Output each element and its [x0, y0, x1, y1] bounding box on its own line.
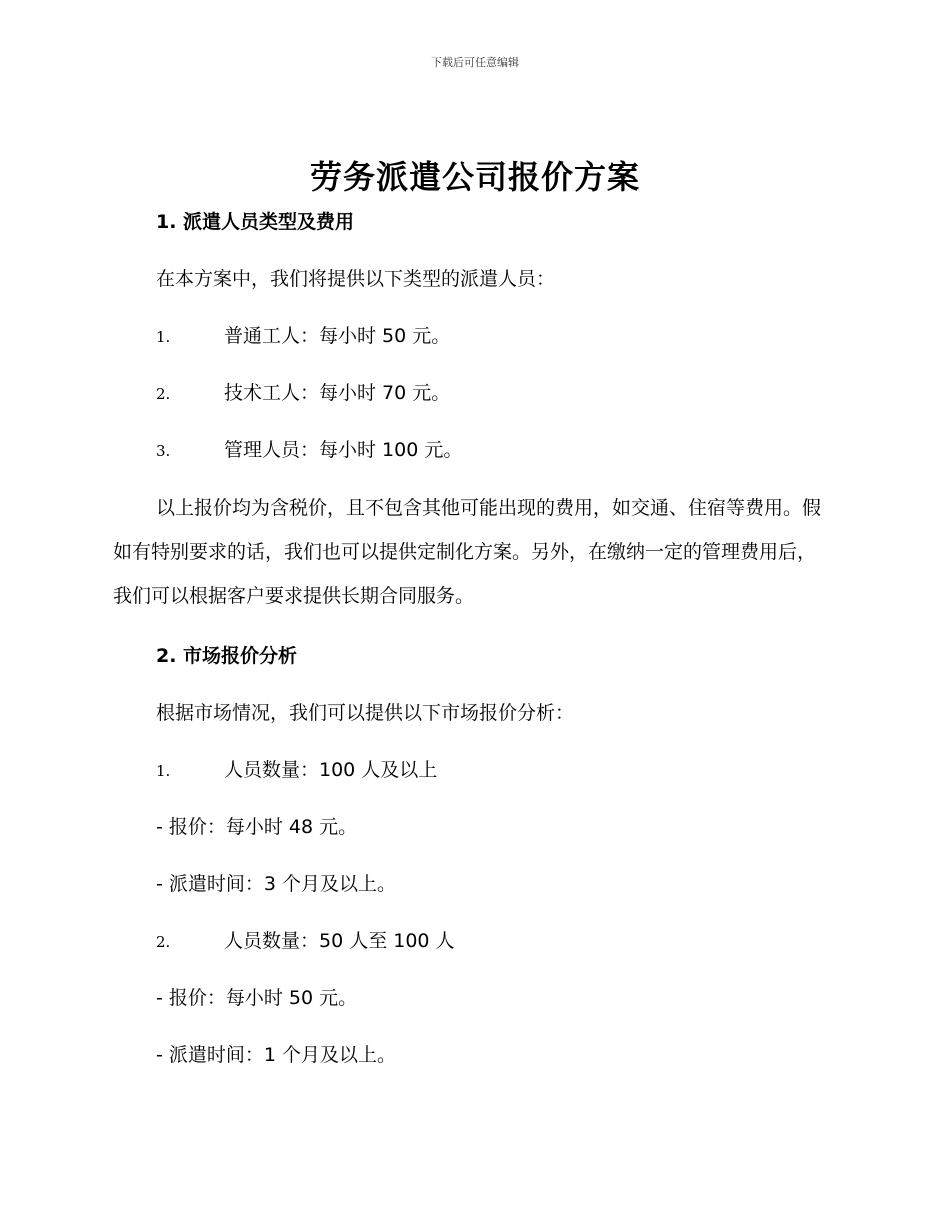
- sub-item-duration: - 派遣时间：3 个月及以上。: [156, 873, 397, 895]
- list-item: [156, 929, 455, 954]
- document-title: 劳务派遣公司报价方案: [309, 158, 640, 196]
- sub-item-price: - 报价：每小时 50 元。: [156, 987, 358, 1009]
- list-item-text: 管理人员：每小时 100 元。: [224, 439, 463, 461]
- section-2-heading: 2. 市场报价分析: [156, 645, 298, 667]
- list-item-number: 2.: [156, 385, 171, 403]
- list-item-text: 普通工人：每小时 50 元。: [224, 325, 451, 347]
- list-item-text: 技术工人：每小时 70 元。: [224, 382, 451, 404]
- list-item-number: 2.: [156, 933, 171, 951]
- header-note: 下载后可任意编辑: [431, 56, 519, 69]
- list-item: [156, 438, 462, 463]
- sub-item-price: - 报价：每小时 48 元。: [156, 816, 358, 838]
- list-item: [156, 381, 450, 406]
- section-2-intro: 根据市场情况，我们可以提供以下市场报价分析：: [156, 702, 575, 724]
- list-item-number: 1.: [156, 328, 171, 346]
- section-1-paragraph: 以上报价均为含税价，且不包含其他可能出现的费用，如交通、住宿等费用。假如有特别要求的话，我们也可以提供定制化方案。另外，在缴纳一定的管理费用后，我们可以根据客户要求提供长期合同服务。: [113, 497, 822, 607]
- list-item: [156, 324, 450, 349]
- list-item: [156, 758, 437, 783]
- list-item-number: 1.: [156, 762, 171, 780]
- list-item-number: 3.: [156, 442, 171, 460]
- section-1-intro: 在本方案中，我们将提供以下类型的派遣人员：: [156, 268, 556, 290]
- list-item-text: 人员数量：100 人及以上: [224, 759, 438, 781]
- sub-item-duration: - 派遣时间：1 个月及以上。: [156, 1044, 397, 1066]
- list-item-text: 人员数量：50 人至 100 人: [224, 930, 455, 952]
- section-1-heading: 1. 派遣人员类型及费用: [156, 211, 355, 233]
